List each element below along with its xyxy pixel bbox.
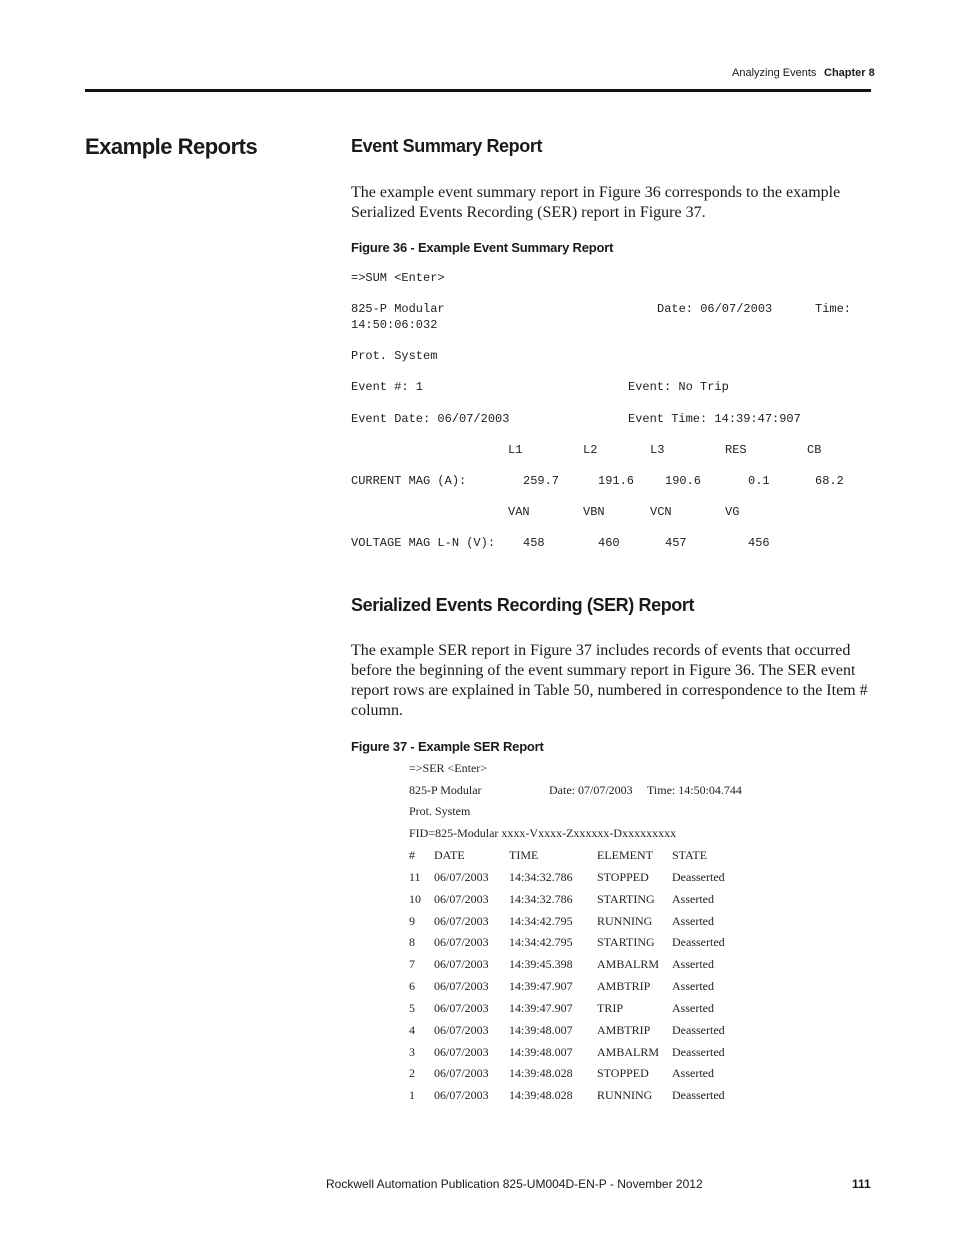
ser-cell-number: 3: [409, 1045, 415, 1059]
figure-37-caption: Figure 37 - Example SER Report: [351, 739, 544, 754]
event-summary-heading: Event Summary Report: [351, 136, 543, 156]
ser-cell-date: 06/07/2003: [434, 1066, 489, 1080]
ser-cell-time: 14:39:47.907: [509, 1001, 573, 1015]
ser-cell-number: 7: [409, 957, 415, 971]
ser-cell-state: Deasserted: [672, 1045, 725, 1059]
ser-cell-element: AMBALRM: [597, 957, 660, 971]
ser-cell-time: 14:34:42.795: [509, 935, 573, 949]
sum-event-date: Event Date: 06/07/2003: [351, 412, 510, 426]
sum-date: Date: 06/07/2003: [657, 302, 773, 316]
ser-device: 825-P Modular: [409, 783, 482, 797]
figure-36-caption: Figure 36 - Example Event Summary Report: [351, 240, 614, 255]
ser-time: Time: 14:50:04.744: [647, 783, 742, 797]
current-header-cb: CB: [807, 443, 822, 457]
ser-cell-number: 11: [409, 870, 421, 884]
voltage-header-vbn: VBN: [583, 505, 605, 519]
ser-col-element: ELEMENT: [597, 848, 653, 862]
ser-cell-date: 06/07/2003: [434, 935, 489, 949]
ser-cell-state: Asserted: [672, 957, 714, 971]
ser-cell-time: 14:34:32.786: [509, 892, 573, 906]
footer-publication: Rockwell Automation Publication 825-UM004D-EN-P - November 2012: [326, 1177, 703, 1191]
ser-cell-number: 2: [409, 1066, 415, 1080]
ser-col-number: #: [409, 848, 415, 862]
ser-cell-time: 14:39:45.398: [509, 957, 573, 971]
ser-cell-date: 06/07/2003: [434, 914, 489, 928]
voltage-header-van: VAN: [508, 505, 530, 519]
header-chapter: Chapter 8: [824, 67, 875, 79]
ser-cell-date: 06/07/2003: [434, 892, 489, 906]
ser-cell-date: 06/07/2003: [434, 870, 489, 884]
ser-cell-date: 06/07/2003: [434, 1023, 489, 1037]
ser-cell-date: 06/07/2003: [434, 1045, 489, 1059]
ser-cell-state: Asserted: [672, 979, 714, 993]
ser-col-time: TIME: [509, 848, 539, 862]
ser-cell-element: RUNNING: [597, 914, 653, 928]
ser-cell-date: 06/07/2003: [434, 1088, 489, 1102]
ser-cell-date: 06/07/2003: [434, 957, 489, 971]
voltage-label: VOLTAGE MAG L-N (V):: [351, 536, 496, 550]
ser-cell-time: 14:39:48.028: [509, 1088, 573, 1102]
ser-cell-number: 5: [409, 1001, 415, 1015]
sum-event-time: Event Time: 14:39:47:907: [628, 412, 801, 426]
ser-cell-state: Asserted: [672, 1066, 714, 1080]
ser-cell-element: STOPPED: [597, 1066, 649, 1080]
current-header-res: RES: [725, 443, 747, 457]
ser-intro: The example SER report in Figure 37 includes records of events that occurred before the beginning of the event summary report in Figure 36. The SER event report rows are explained in Table 50, numbered in correspondence to the Item # column.: [351, 642, 868, 719]
ser-cell-element: AMBTRIP: [597, 979, 651, 993]
sum-device: 825-P Modular: [351, 302, 445, 316]
ser-cell-element: AMBTRIP: [597, 1023, 651, 1037]
ser-cell-number: 9: [409, 914, 415, 928]
ser-col-date: DATE: [434, 848, 465, 862]
ser-cell-time: 14:34:42.795: [509, 914, 573, 928]
ser-cell-number: 4: [409, 1023, 415, 1037]
ser-cell-date: 06/07/2003: [434, 1001, 489, 1015]
ser-cell-state: Asserted: [672, 914, 714, 928]
ser-cell-number: 1: [409, 1088, 415, 1102]
ser-heading: Serialized Events Recording (SER) Report: [351, 595, 695, 615]
ser-cell-element: STARTING: [597, 935, 655, 949]
ser-cell-state: Asserted: [672, 892, 714, 906]
ser-prot: Prot. System: [409, 804, 471, 818]
ser-cell-time: 14:39:47.907: [509, 979, 573, 993]
ser-cell-state: Asserted: [672, 1001, 714, 1015]
voltage-header-vcn: VCN: [650, 505, 672, 519]
ser-cell-element: AMBALRM: [597, 1045, 660, 1059]
ser-fid: FID=825-Modular xxxx-Vxxxx-Zxxxxxx-Dxxxxxxxxx: [409, 826, 677, 840]
ser-cell-state: Deasserted: [672, 870, 725, 884]
voltage-value-vg: 456: [748, 536, 770, 550]
voltage-value-vcn: 457: [665, 536, 687, 550]
current-header-l1: L1: [508, 443, 523, 457]
sum-time-value: 14:50:06:032: [351, 318, 438, 332]
ser-cell-time: 14:39:48.007: [509, 1023, 573, 1037]
header-rule: [85, 89, 871, 92]
ser-cell-number: 8: [409, 935, 415, 949]
current-value-res: 0.1: [748, 474, 770, 488]
current-label: CURRENT MAG (A):: [351, 474, 467, 488]
page-title: Example Reports: [85, 134, 258, 159]
page-number: 111: [852, 1177, 871, 1191]
ser-date: Date: 07/07/2003: [549, 783, 633, 797]
sum-time-label: Time:: [815, 302, 852, 316]
event-summary-intro: The example event summary report in Figure 36 corresponds to the example Serialized Events Recording (SER) report in Figure 37.: [351, 184, 841, 221]
voltage-value-vbn: 460: [598, 536, 620, 550]
ser-cell-element: TRIP: [597, 1001, 624, 1015]
ser-cell-number: 10: [409, 892, 421, 906]
current-value-l1: 259.7: [523, 474, 560, 488]
current-value-l2: 191.6: [598, 474, 635, 488]
ser-cell-date: 06/07/2003: [434, 979, 489, 993]
ser-cell-state: Deasserted: [672, 1023, 725, 1037]
ser-cell-element: RUNNING: [597, 1088, 653, 1102]
sum-event-number: Event #: 1: [351, 380, 424, 394]
ser-cell-number: 6: [409, 979, 415, 993]
current-value-l3: 190.6: [665, 474, 702, 488]
ser-cell-state: Deasserted: [672, 935, 725, 949]
ser-cell-state: Deasserted: [672, 1088, 725, 1102]
current-header-l3: L3: [650, 443, 665, 457]
ser-cell-time: 14:34:32.786: [509, 870, 573, 884]
header-section-title: Analyzing Events: [732, 67, 817, 79]
ser-cell-time: 14:39:48.007: [509, 1045, 573, 1059]
ser-cell-element: STOPPED: [597, 870, 649, 884]
voltage-value-van: 458: [523, 536, 545, 550]
sum-command: =>SUM <Enter>: [351, 271, 445, 285]
current-header-l2: L2: [583, 443, 598, 457]
ser-cell-element: STARTING: [597, 892, 655, 906]
ser-col-state: STATE: [672, 848, 708, 862]
current-value-cb: 68.2: [815, 474, 844, 488]
sum-event-type: Event: No Trip: [628, 380, 729, 394]
ser-command: =>SER <Enter>: [409, 761, 488, 775]
sum-prot: Prot. System: [351, 349, 438, 363]
voltage-header-vg: VG: [725, 505, 740, 519]
ser-cell-time: 14:39:48.028: [509, 1066, 573, 1080]
